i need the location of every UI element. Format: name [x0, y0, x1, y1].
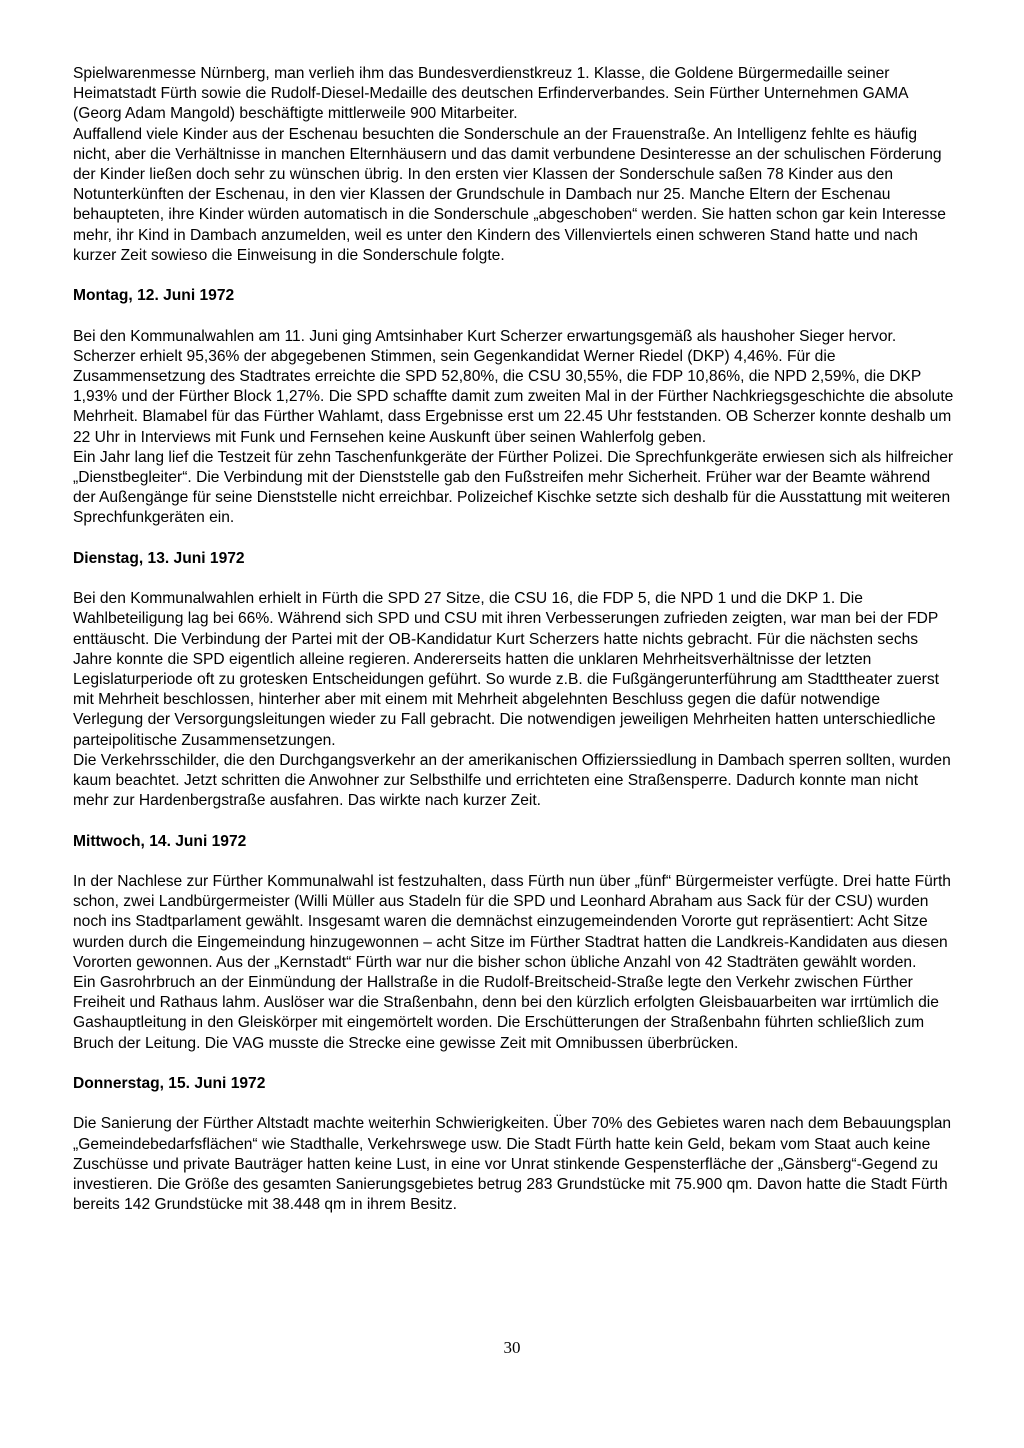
- section-dienstag-13-juni: [73, 549, 954, 812]
- section-heading: Montag, 12. Juni 1972: [73, 287, 235, 305]
- paragraph: Spielwarenmesse Nürnberg, man verlieh ihm das Bundesverdienstkreuz 1. Klasse, die Goldene Bürgermedaille seiner Heimatstadt Fürth sowie die Rudolf-Diesel-Medaille des deutschen Erfinderverbandes. Sein Fürther Unternehmen GAMA (Georg Adam Mangold) beschäftigte mittlerweile 900 Mitarbeiter.: [73, 65, 908, 123]
- paragraph: Bei den Kommunalwahlen am 11. Juni ging Amtsinhaber Kurt Scherzer erwartungsgemäß als haushoher Sieger hervor. Scherzer erhielt 95,36% der abgegebenen Stimmen, sein Gegenkandidat Werner Riedel (DKP) 4,46%. Für die Zusammensetzung des Stadtrates erreichte die SPD 52,80%, die CSU 30,55%, die FDP 10,86%, die NPD 2,59%, die DKP 1,93% und der Fürther Block 1,27%. Die SPD schaffte damit zum zweiten Mal in der Fürther Nachkriegsgeschichte die absolute Mehrheit. Blamabel für das Fürther Wahlamt, dass Ergebnisse erst um 22.45 Uhr feststanden. OB Scherzer konnte deshalb um 22 Uhr in Interviews mit Funk und Fernsehen keine Auskunft über seinen Wahlerfolg geben.: [73, 327, 954, 446]
- section-intro: [73, 64, 954, 266]
- document-body: [73, 64, 954, 1215]
- section-heading: Donnerstag, 15. Juni 1972: [73, 1075, 266, 1093]
- section-mittwoch-14-juni: [73, 832, 954, 1054]
- section-donnerstag-15-juni: [73, 1074, 954, 1215]
- section-montag-12-juni: [73, 286, 954, 528]
- paragraph: Ein Jahr lang lief die Testzeit für zehn Taschenfunkgeräte der Fürther Polizei. Die Sprechfunkgeräte erwiesen sich als hilfreicher „Dienstbegleiter“. Die Verbindung mit der Dienststelle gab den Fußstreifen mehr Sicherheit. Früher war der Beamte während der Außengänge für seine Dienststelle nicht erreichbar. Polizeichef Kischke setzte sich deshalb für die Ausstattung mit weiteren Sprechfunkgeräten ein.: [73, 448, 954, 527]
- paragraph: In der Nachlese zur Fürther Kommunalwahl ist festzuhalten, dass Fürth nun über „fünf“ Bürgermeister verfügte. Drei hatte Fürth schon, zwei Landbürgermeister (Willi Müller aus Stadeln für die SPD und Leonhard Abraham aus Sack für der CSU) wurden noch ins Stadtparlament gewählt. Insgesamt waren die demnächst einzugemeindenden Vororte gut repräsentiert: Acht Sitze wurden durch die Eingemeindung hinzugewonnen – acht Sitze im Fürther Stadtrat hatten die Landkreis-Kandidaten aus diesen Vororten gewonnen. Aus der „Kernstadt“ Fürth war nur die bisher schon übliche Anzahl von 42 Stadträten gewählt worden.: [73, 873, 951, 971]
- paragraph: Bei den Kommunalwahlen erhielt in Fürth die SPD 27 Sitze, die CSU 16, die FDP 5, die NPD 1 und die DKP 1. Die Wahlbeteiligung lag bei 66%. Während sich SPD und CSU mit ihren Verbesserungen zufrieden zeigten, war man bei der FDP enttäuscht. Die Verbindung der Partei mit der OB-Kandidatur Kurt Scherzers hatte nichts gebracht. Für die nächsten sechs Jahre konnte die SPD eigentlich alleine regieren. Andererseits hatten die unklaren Mehrheitsverhältnisse der letzten Legislaturperiode oft zu grotesken Entscheidungen geführt. So wurde z.B. die Fußgängerunterführung am Stadttheater zuerst mit Mehrheit beschlossen, hinterher aber mit einem mit Mehrheit abgelehnten Beschluss gegen die dafür notwendige Verlegung der Versorgungsleitungen wieder zu Fall gebracht. Die notwendigen jeweiligen Mehrheiten hatten unterschiedliche parteipolitische Zusammensetzungen.: [73, 590, 939, 749]
- page-number: 30: [503, 1338, 521, 1357]
- section-heading: Dienstag, 13. Juni 1972: [73, 549, 245, 567]
- paragraph: Die Verkehrsschilder, die den Durchgangsverkehr an der amerikanischen Offizierssiedlung in Dambach sperren sollten, wurden kaum beachtet. Jetzt schritten die Anwohner zur Selbsthilfe und errichteten eine Straßensperre. Dadurch konnte man nicht mehr zur Hardenbergstraße ausfahren. Das wirkte nach kurzer Zeit.: [73, 751, 951, 810]
- section-heading: Mittwoch, 14. Juni 1972: [73, 832, 247, 850]
- paragraph: Ein Gasrohrbruch an der Einmündung der Hallstraße in die Rudolf-Breitscheid-Straße legte den Verkehr zwischen Fürther Freiheit und Rathaus lahm. Auslöser war die Straßenbahn, denn bei den kürzlich erfolgten Gleisbauarbeiten war irrtümlich die Gashauptleitung in den Gleiskörper mit eingemörtelt worden. Die Erschütterungen der Straßenbahn führten schließlich zum Bruch der Leitung. Die VAG musste die Strecke eine gewisse Zeit mit Omnibussen überbrücken.: [73, 974, 939, 1052]
- paragraph: Auffallend viele Kinder aus der Eschenau besuchten die Sonderschule an der Frauenstraße. An Intelligenz fehlte es häufig nicht, aber die Verhältnisse in manchen Elternhäusern und das damit verbundene Desinteresse an der schulischen Förderung der Kinder ließen doch sehr zu wünschen übrig. In den ersten vier Klassen der Sonderschule saßen 78 Kinder aus den Notunterkünften der Eschenau, in den vier Klassen der Grundschule in Dambach nur 25. Manche Eltern der Eschenau behaupteten, ihre Kinder würden automatisch in die Sonderschule „abgeschoben“ werden. Sie hatten schon gar kein Interesse mehr, ihr Kind in Dambach anzumelden, weil es unter den Kindern des Villenviertels einen schweren Stand hatte und nach kurzer Zeit sowieso die Einweisung in die Sonderschule folgte.: [73, 125, 946, 264]
- paragraph: Die Sanierung der Fürther Altstadt machte weiterhin Schwierigkeiten. Über 70% des Gebietes waren nach dem Bebauungsplan „Gemeindebedarfsflächen“ wie Stadthalle, Verkehrswege usw. Die Stadt Fürth hatte kein Geld, bekam vom Staat auch keine Zuschüsse und private Bauträger hatten keine Lust, in eine vor Unrat stinkende Gespensterfläche der „Gänsberg“-Gegend zu investieren. Die Größe des gesamten Sanierungsgebietes betrug 283 Grundstücke mit 75.900 qm. Davon hatte die Stadt Fürth bereits 142 Grundstücke mit 38.448 qm in ihrem Besitz.: [73, 1115, 952, 1214]
